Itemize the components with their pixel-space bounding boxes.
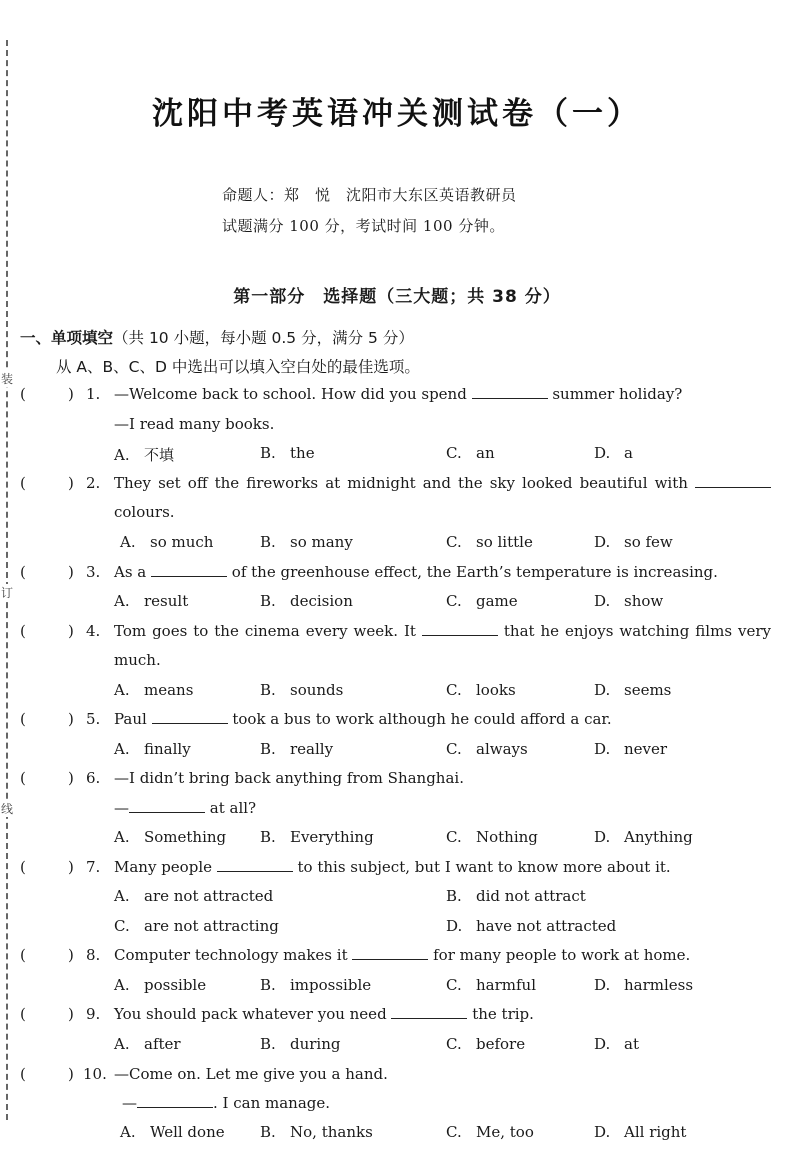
question-number: 5. <box>86 710 101 728</box>
option-a[interactable] <box>120 533 213 551</box>
option-text: really <box>290 740 334 758</box>
question-number: 7. <box>86 858 101 876</box>
option-letter: C. <box>446 740 462 758</box>
section-label: 一、单项填空 <box>20 329 114 347</box>
option-text: Everything <box>290 828 374 846</box>
option-text: Something <box>144 828 227 846</box>
option-b[interactable] <box>260 592 353 610</box>
option-d[interactable] <box>594 533 673 551</box>
option-text: after <box>144 1035 181 1053</box>
stem-text: the trip. <box>467 1005 534 1023</box>
option-b[interactable] <box>260 1123 373 1141</box>
option-text: a <box>624 444 633 462</box>
answer-blank <box>151 564 227 577</box>
option-text: are not attracted <box>144 887 274 905</box>
option-b[interactable] <box>260 740 333 758</box>
option-d[interactable] <box>594 740 667 758</box>
answer-paren-close: ) <box>68 946 74 964</box>
option-letter: D. <box>594 1035 611 1053</box>
binding-char-zhuang: 装 <box>0 372 13 386</box>
answer-blank <box>129 800 205 813</box>
option-letter: C. <box>446 1123 462 1141</box>
option-letter: D. <box>594 533 611 551</box>
answer-paren-open: ( <box>20 710 26 728</box>
answer-blank <box>422 623 498 636</box>
score-time-line: 试题满分 100 分，考试时间 100 分钟。 <box>222 217 505 235</box>
question-number: 10. <box>83 1065 107 1083</box>
answer-paren-open: ( <box>20 622 26 640</box>
option-letter: B. <box>260 592 276 610</box>
option-letter: C. <box>446 444 462 462</box>
option-letter: C. <box>446 681 462 699</box>
stem-text: summer holiday? <box>547 385 683 403</box>
question-stem <box>114 474 771 492</box>
option-b[interactable] <box>260 828 374 846</box>
option-a[interactable] <box>120 1123 225 1141</box>
stem-text: took a bus to work although he could afford a car. <box>227 710 612 728</box>
option-letter: B. <box>446 887 462 905</box>
question-line-2 <box>122 1094 330 1112</box>
option-letter: A. <box>114 592 130 610</box>
stem-text: Paul <box>114 710 152 728</box>
question-line-2 <box>114 799 256 817</box>
answer-blank <box>695 475 771 488</box>
stem-text: — <box>114 799 129 817</box>
option-text: so little <box>476 533 533 551</box>
option-a[interactable] <box>114 887 273 905</box>
option-text: All right <box>624 1123 687 1141</box>
answer-blank <box>217 859 293 872</box>
stem-text: to this subject, but I want to know more about it. <box>292 858 671 876</box>
stem-text: You should pack whatever you need <box>114 1005 392 1023</box>
option-c[interactable] <box>114 917 279 935</box>
option-letter: A. <box>114 446 130 464</box>
option-text: at <box>624 1035 639 1053</box>
answer-paren-close: ) <box>68 385 74 403</box>
option-a[interactable] <box>114 444 174 465</box>
stem-text: Tom goes to the cinema every week. It <box>114 622 422 640</box>
stem-text: —I didn’t bring back anything from Shanghai. <box>114 769 464 787</box>
option-letter: D. <box>594 444 611 462</box>
option-letter: B. <box>260 533 276 551</box>
option-c[interactable] <box>446 976 536 994</box>
option-a[interactable] <box>114 681 193 699</box>
option-d[interactable] <box>594 976 693 994</box>
option-text: so many <box>290 533 353 551</box>
stem-text: Computer technology makes it <box>114 946 353 964</box>
option-a[interactable] <box>114 740 191 758</box>
option-letter: B. <box>260 444 276 462</box>
option-letter: C. <box>446 1035 462 1053</box>
stem-text: —Come on. Let me give you a hand. <box>114 1065 388 1083</box>
question-line-2: much. <box>114 651 161 669</box>
answer-paren-open: ( <box>20 946 26 964</box>
option-d[interactable] <box>594 444 633 462</box>
answer-paren-close: ) <box>68 474 74 492</box>
option-text: during <box>290 1035 341 1053</box>
answer-paren-close: ) <box>68 710 74 728</box>
question-stem <box>114 946 690 964</box>
option-a[interactable] <box>114 592 188 610</box>
option-letter: A. <box>114 887 130 905</box>
exam-title: 沈阳中考英语冲关测试卷（一） <box>152 96 642 132</box>
option-b[interactable] <box>260 533 353 551</box>
option-text: always <box>476 740 528 758</box>
option-text: seems <box>624 681 672 699</box>
question-number: 1. <box>86 385 101 403</box>
option-text: Nothing <box>476 828 538 846</box>
option-text: Well done <box>150 1123 225 1141</box>
answer-paren-close: ) <box>68 1065 74 1083</box>
option-d[interactable] <box>594 592 663 610</box>
option-letter: B. <box>260 976 276 994</box>
option-d[interactable] <box>446 917 616 935</box>
option-c[interactable] <box>446 740 528 758</box>
question-stem <box>114 1065 388 1083</box>
stem-text: at all? <box>205 799 257 817</box>
binding-char-xian: 线 <box>0 802 13 816</box>
option-letter: C. <box>446 533 462 551</box>
option-letter: B. <box>260 681 276 699</box>
section-heading <box>20 326 414 348</box>
option-text: have not attracted <box>476 917 617 935</box>
option-letter: B. <box>260 1123 276 1141</box>
option-text: the <box>290 444 315 462</box>
stem-text: They set off the fireworks at midnight and the sky looked beautiful with <box>114 474 695 492</box>
answer-paren-close: ) <box>68 858 74 876</box>
option-letter: A. <box>114 828 130 846</box>
stem-text: As a <box>114 563 152 581</box>
option-text: before <box>476 1035 526 1053</box>
option-text: harmful <box>476 976 537 994</box>
option-text: looks <box>476 681 516 699</box>
answer-paren-open: ( <box>20 563 26 581</box>
stem-text: for many people to work at home. <box>428 946 691 964</box>
option-letter: D. <box>594 592 611 610</box>
option-c[interactable] <box>446 828 538 846</box>
option-b[interactable] <box>260 444 315 462</box>
option-text: 不填 <box>144 446 175 464</box>
stem-text: — <box>122 1094 137 1112</box>
question-number: 4. <box>86 622 101 640</box>
option-letter: B. <box>260 740 276 758</box>
option-a[interactable] <box>114 828 226 846</box>
option-text: finally <box>144 740 191 758</box>
option-text: impossible <box>290 976 372 994</box>
answer-paren-close: ) <box>68 1005 74 1023</box>
answer-paren-open: ( <box>20 474 26 492</box>
option-text: harmless <box>624 976 694 994</box>
option-letter: D. <box>594 681 611 699</box>
option-letter: D. <box>594 740 611 758</box>
option-b[interactable] <box>260 681 343 699</box>
question-number: 8. <box>86 946 101 964</box>
option-letter: A. <box>114 740 130 758</box>
stem-text: Many people <box>114 858 217 876</box>
option-letter: A. <box>120 1123 136 1141</box>
section-detail: （共 10 小题，每小题 0.5 分，满分 5 分） <box>113 329 414 347</box>
option-letter: C. <box>446 592 462 610</box>
option-c[interactable] <box>446 592 518 610</box>
stem-text: that he enjoys watching films very <box>497 622 771 640</box>
option-d[interactable] <box>594 828 693 846</box>
option-text: game <box>476 592 518 610</box>
section-instruction: 从 A、B、C、D 中选出可以填入空白处的最佳选项。 <box>56 358 420 376</box>
option-text: so much <box>150 533 214 551</box>
answer-paren-close: ) <box>68 769 74 787</box>
option-c[interactable] <box>446 1123 534 1141</box>
option-text: show <box>624 592 664 610</box>
question-number: 2. <box>86 474 101 492</box>
answer-paren-close: ) <box>68 622 74 640</box>
option-letter: D. <box>446 917 463 935</box>
option-letter: B. <box>260 828 276 846</box>
option-text: so few <box>624 533 673 551</box>
answer-blank <box>152 711 228 724</box>
option-text: No, thanks <box>290 1123 373 1141</box>
option-letter: C. <box>446 976 462 994</box>
option-letter: C. <box>114 917 130 935</box>
answer-paren-open: ( <box>20 1065 26 1083</box>
option-text: are not attracting <box>144 917 279 935</box>
answer-paren-open: ( <box>20 385 26 403</box>
answer-paren-open: ( <box>20 769 26 787</box>
answer-blank <box>391 1006 467 1019</box>
option-b[interactable] <box>260 1035 341 1053</box>
question-stem <box>114 1005 534 1023</box>
question-stem <box>114 710 612 728</box>
question-line-2: —I read many books. <box>114 415 275 433</box>
option-a[interactable] <box>114 976 206 994</box>
option-text: decision <box>290 592 353 610</box>
option-c[interactable] <box>446 444 495 462</box>
option-letter: A. <box>120 533 136 551</box>
option-text: never <box>624 740 668 758</box>
question-line-2: colours. <box>114 503 175 521</box>
author-line: 命题人：郑 悦 沈阳市大东区英语教研员 <box>222 186 517 204</box>
option-text: Anything <box>624 828 693 846</box>
option-text: means <box>144 681 194 699</box>
option-b[interactable] <box>446 887 586 905</box>
option-letter: D. <box>594 828 611 846</box>
stem-text: —Welcome back to school. How did you spend <box>114 385 472 403</box>
option-d[interactable] <box>594 681 671 699</box>
option-letter: A. <box>114 681 130 699</box>
option-text: Me, too <box>476 1123 534 1141</box>
option-text: sounds <box>290 681 344 699</box>
option-text: did not attract <box>476 887 586 905</box>
option-text: an <box>476 444 495 462</box>
option-letter: B. <box>260 1035 276 1053</box>
question-stem <box>114 385 682 403</box>
question-number: 3. <box>86 563 101 581</box>
option-d[interactable] <box>594 1123 686 1141</box>
question-stem <box>114 563 718 581</box>
option-text: possible <box>144 976 207 994</box>
question-stem <box>114 622 771 640</box>
question-stem <box>114 858 671 876</box>
option-a[interactable] <box>114 1035 181 1053</box>
question-number: 6. <box>86 769 101 787</box>
answer-paren-open: ( <box>20 858 26 876</box>
question-stem <box>114 769 464 787</box>
answer-blank <box>352 947 428 960</box>
option-b[interactable] <box>260 976 371 994</box>
option-c[interactable] <box>446 681 516 699</box>
question-number: 9. <box>86 1005 101 1023</box>
binding-dashed-line <box>6 40 8 1120</box>
answer-blank <box>137 1095 213 1108</box>
part-one-title: 第一部分 选择题（三大题；共 38 分） <box>233 287 561 307</box>
answer-blank <box>472 386 548 399</box>
option-letter: A. <box>114 1035 130 1053</box>
stem-text: . I can manage. <box>213 1094 331 1112</box>
option-c[interactable] <box>446 533 533 551</box>
option-text: result <box>144 592 189 610</box>
answer-paren-open: ( <box>20 1005 26 1023</box>
answer-paren-close: ) <box>68 563 74 581</box>
option-c[interactable] <box>446 1035 525 1053</box>
option-letter: A. <box>114 976 130 994</box>
binding-char-ding: 订 <box>0 586 13 600</box>
option-d[interactable] <box>594 1035 639 1053</box>
option-letter: C. <box>446 828 462 846</box>
option-letter: D. <box>594 976 611 994</box>
stem-text: of the greenhouse effect, the Earth’s temperature is increasing. <box>227 563 718 581</box>
option-letter: D. <box>594 1123 611 1141</box>
